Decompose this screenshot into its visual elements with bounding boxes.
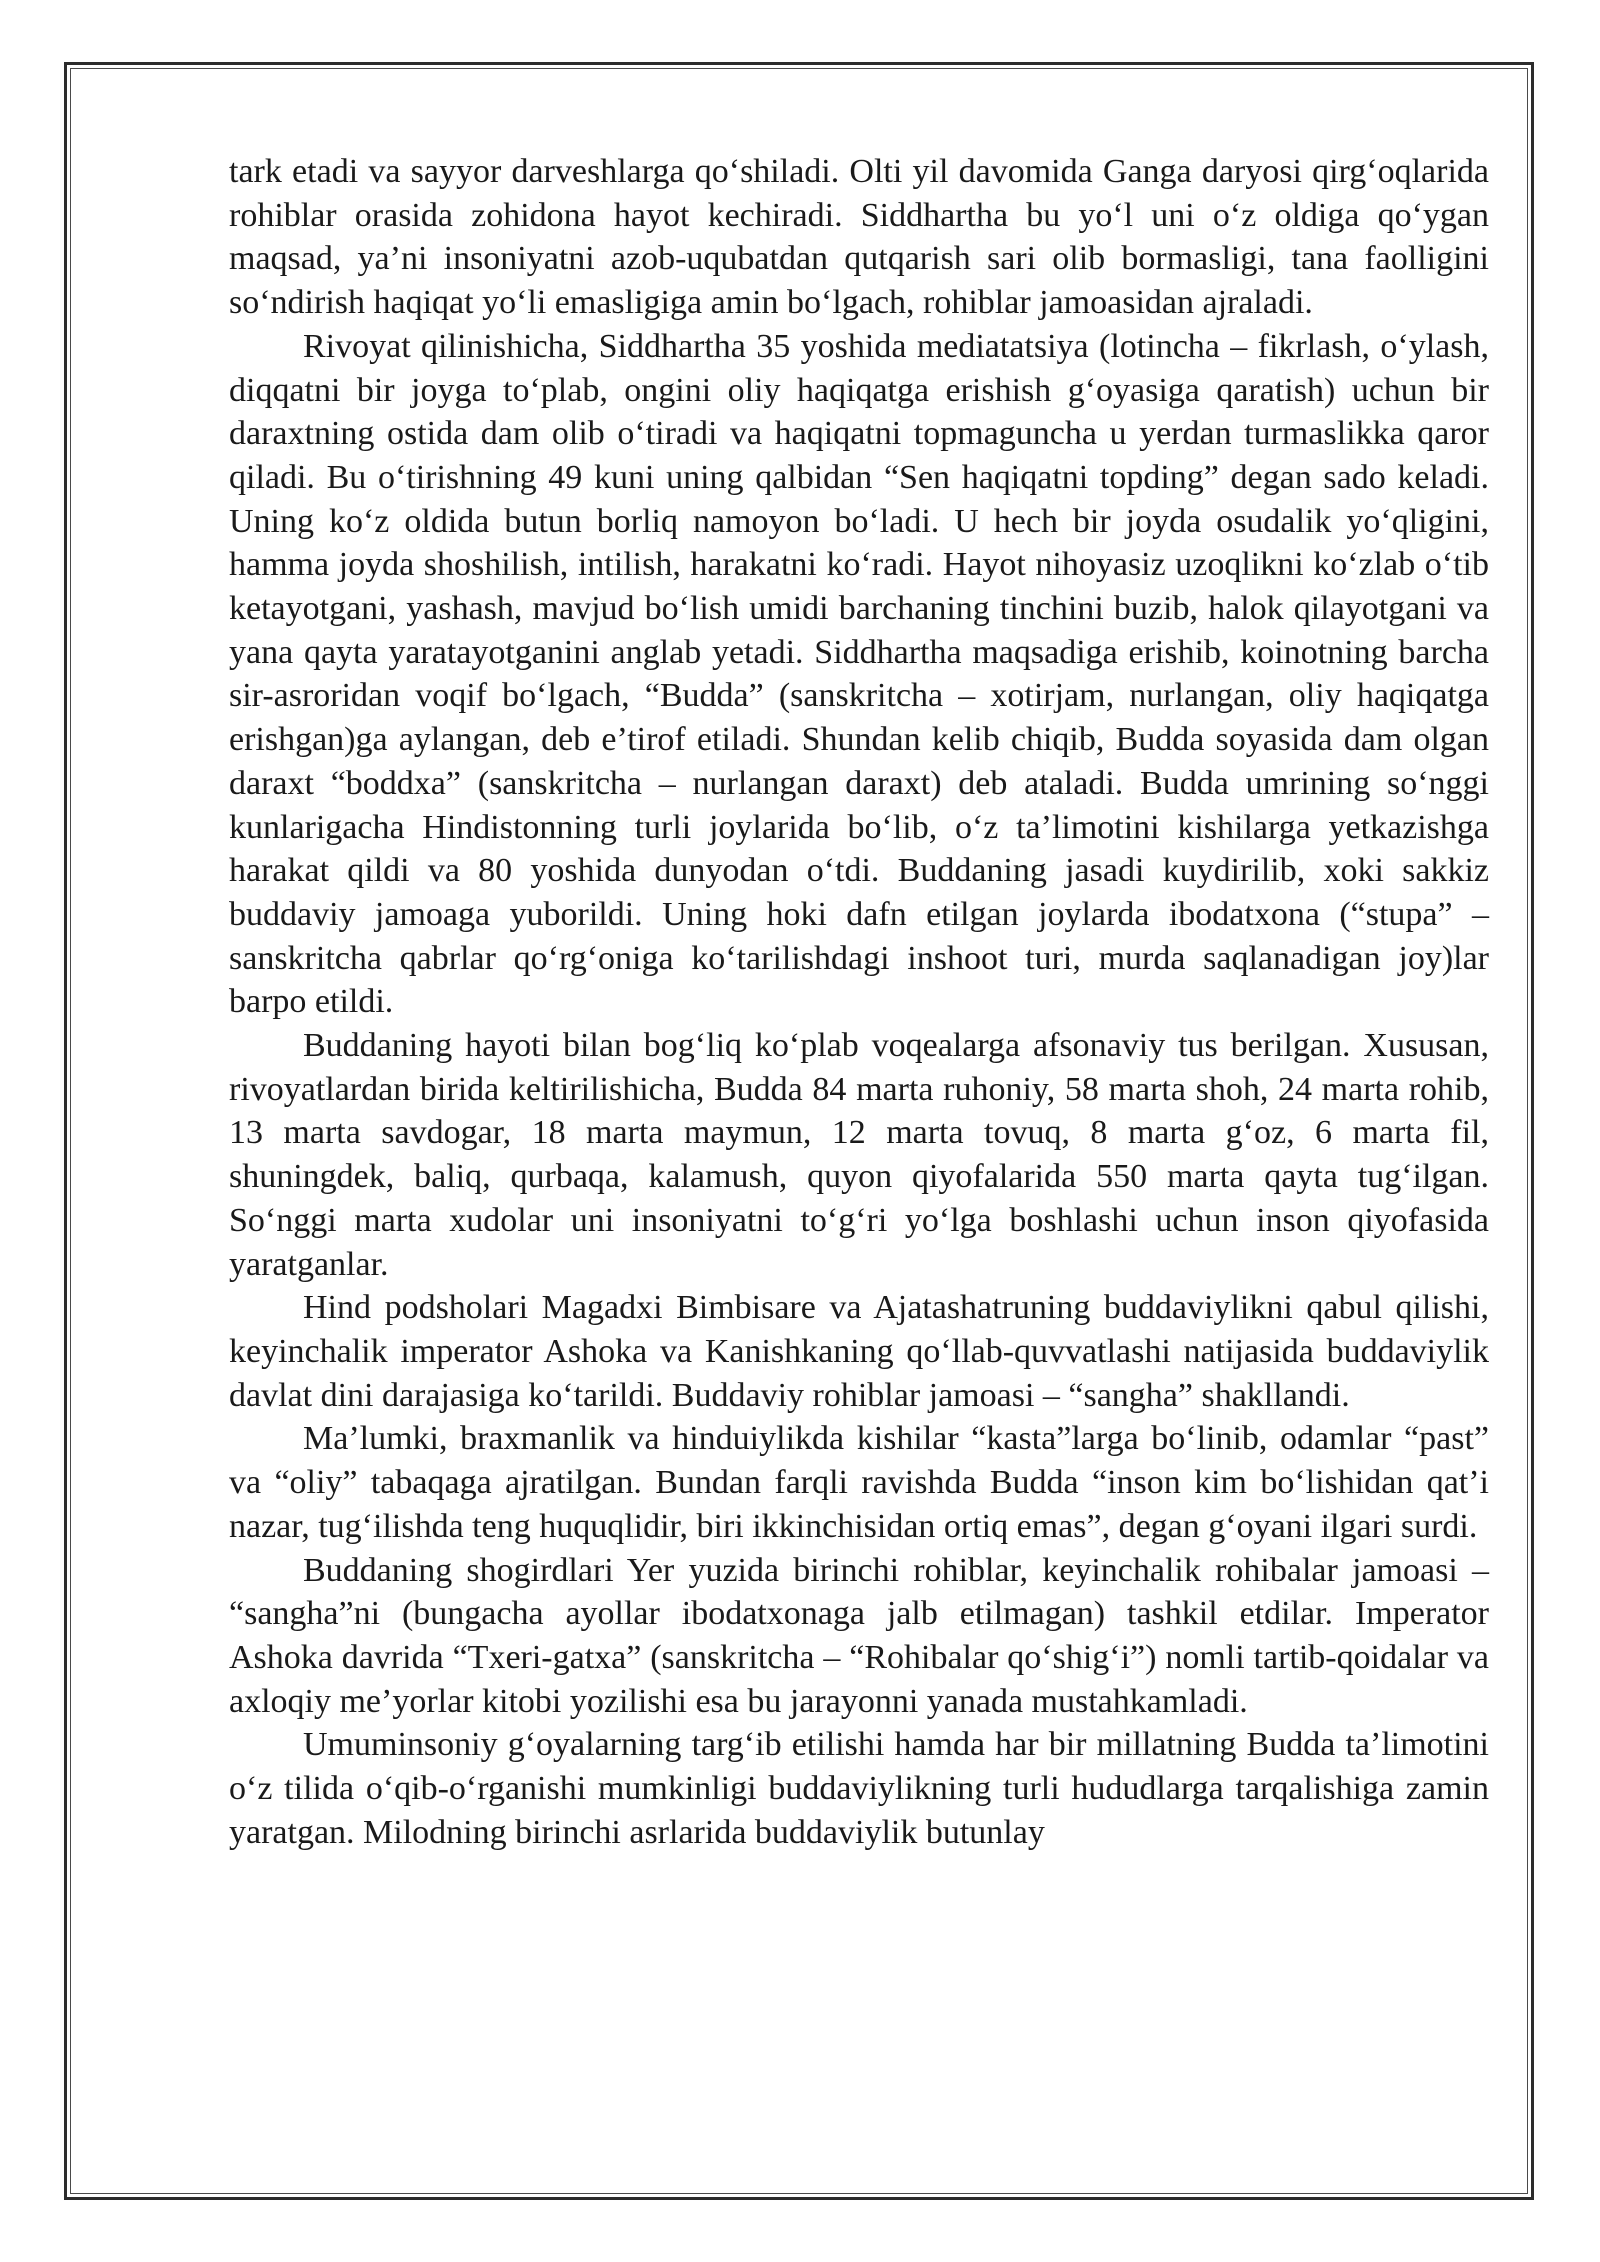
paragraph-continuation: tark etadi va sayyor darveshlarga qo‘shiladi. Olti yil davomida Ganga daryosi qirg‘oqlarida rohiblar orasida zohidona hayot kechiradi. Siddhartha bu yo‘l uni o‘z oldiga qo‘ygan maqsad, ya’ni insoniyatni azob-uqubatdan qutqarish sari olib bormasligi, tana faolligini so‘ndirish haqiqat yo‘li emasligiga amin bo‘lgach, rohiblar jamoasidan ajraladi. <box>229 153 1489 322</box>
paragraph-spread-of-buddhism: Umuminsoniy g‘oyalarning targ‘ib etilishi hamda har bir millatning Budda ta’limotini o‘z tilida o‘qib-o‘rganishi mumkinligi buddaviylikning turli hududlarga tarqalishiga zamin yaratgan. Milodning birinchi asrlarida buddaviylik butunlay <box>229 1726 1489 1851</box>
paragraph-caste-equality: Ma’lumki, braxmanlik va hinduiylikda kishilar “kasta”larga bo‘linib, odamlar “past” va “oliy” tabaqaga ajratilgan. Bundan farqli ravishda Budda “inson kim bo‘lishidan qat’i nazar, tug‘ilishda teng huquqlidir, biri ikkinchisidan ortiq emas”, degan g‘oyani ilgari surdi. <box>229 1420 1489 1545</box>
paragraph-sangha-founding: Buddaning shogirdlari Yer yuzida birinchi rohiblar, keyinchalik rohibalar jamoasi – “sangha”ni (bungacha ayollar ibodatxonaga jalb etilmagan) tashkil etdilar. Imperator Ashoka davrida “Txeri-gatxa” (sanskritcha – “Rohibalar qo‘shig‘i”) nomli tartib-qoidalar va axloqiy me’yorlar kitobi yozilishi esa bu jarayonni yanada mustahkamladi. <box>229 1551 1489 1720</box>
document-body <box>229 150 1489 1854</box>
paragraph-state-religion: Hind podsholari Magadxi Bimbisare va Ajatashatruning buddaviylikni qabul qilishi, keyinchalik imperator Ashoka va Kanishkaning qo‘llab-quvvatlashi natijasida buddaviylik davlat dini darajasiga ko‘tarildi. Buddaviy rohiblar jamoasi – “sangha” shakllandi. <box>229 1289 1489 1414</box>
paragraph-siddhartha-meditation: Rivoyat qilinishicha, Siddhartha 35 yoshida mediatatsiya (lotincha – fikrlash, o‘ylash, diqqatni bir joyga to‘plab, ongini oliy haqiqatga erishish g‘oyasiga qaratish) uchun bir daraxtning ostida dam olib o‘tiradi va haqiqatni topmaguncha u yerdan turmaslikka qaror qiladi. Bu o‘tirishning 49 kuni uning qalbidan “Sen haqiqatni topding” degan sado keladi. Uning ko‘z oldida butun borliq namoyon bo‘ladi. U hech bir joyda osudalik yo‘qligini, hamma joyda shoshilish, intilish, harakatni ko‘radi. Hayot nihoyasiz uzoqlikni ko‘zlab o‘tib ketayotgani, yashash, mavjud bo‘lish umidi barchaning tinchini buzib, halok qilayotgani va yana qayta yaratayotganini anglab yetadi. Siddhartha maqsadiga erishib, koinotning barcha sir-asroridan voqif bo‘lgach, “Budda” (sanskritcha – xotirjam, nurlangan, oliy haqiqatga erishgan)ga aylangan, deb e’tirof etiladi. Shundan kelib chiqib, Budda soyasida dam olgan daraxt “boddxa” (sanskritcha – nurlangan daraxt) deb ataladi. Budda umrining so‘nggi kunlarigacha Hindistonning turli joylarida bo‘lib, o‘z ta’limotini kishilarga yetkazishga harakat qildi va 80 yoshida dunyodan o‘tdi. Buddaning jasadi kuydirilib, xoki sakkiz buddaviy jamoaga yuborildi. Uning hoki dafn etilgan joylarda ibodatxona (“stupa” – sanskritcha qabrlar qo‘rg‘oniga ko‘tarilishdagi inshoot turi, murda saqlanadigan joy)lar barpo etildi. <box>229 327 1489 1021</box>
paragraph-budda-legends: Buddaning hayoti bilan bog‘liq ko‘plab voqealarga afsonaviy tus berilgan. Xususan, rivoyatlardan birida keltirilishicha, Budda 84 marta ruhoniy, 58 marta shoh, 24 marta rohib, 13 marta savdogar, 18 marta maymun, 12 marta tovuq, 8 marta g‘oz, 6 marta fil, shuningdek, baliq, qurbaqa, kalamush, quyon qiyofalarida 550 marta qayta tug‘ilgan. So‘nggi marta xudolar uni insoniyatni to‘g‘ri yo‘lga boshlashi uchun inson qiyofasida yaratganlar. <box>229 1027 1489 1283</box>
